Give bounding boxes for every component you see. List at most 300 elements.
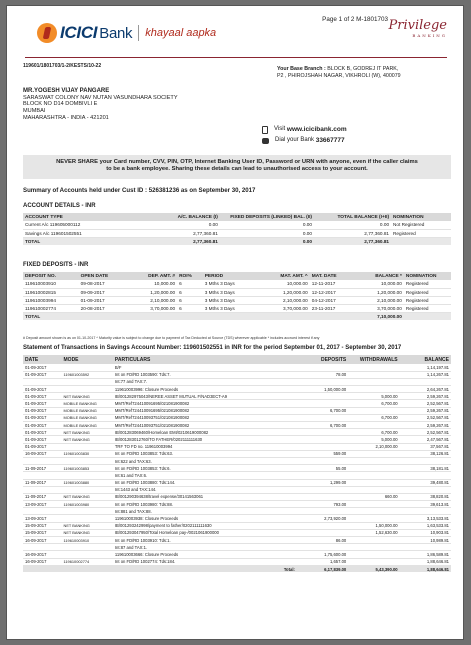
base-branch-line2: P2 , PHIROJSHAH NAGAR, VIKHROLI (W), 400079 xyxy=(277,73,401,79)
cell: 11-09-2017 xyxy=(23,493,62,500)
cell: 2,77,360.81 xyxy=(143,229,220,237)
cell xyxy=(348,371,399,378)
cell: MMT/Ref724410093751/021081900082 xyxy=(113,422,297,429)
cell: 6 xyxy=(179,281,182,287)
dial-label: Dial your Bank xyxy=(275,137,315,143)
cell xyxy=(348,479,399,486)
cell xyxy=(23,457,62,464)
cell: 2,64,267.81 xyxy=(400,386,451,393)
cell: 2,10,000.00 xyxy=(353,296,404,304)
cell: NET BANKING xyxy=(62,522,113,529)
cell: 1,88,646.81 xyxy=(400,558,451,565)
cell: 6,700.00 xyxy=(297,407,348,414)
cell xyxy=(348,558,399,565)
cell xyxy=(62,508,113,515)
cell: 1,14,267.81 xyxy=(400,371,451,378)
cell: Registered xyxy=(404,288,451,296)
cell: Int on FD/RD 1003590: Tds:7. xyxy=(113,371,297,378)
cell: 55.00 xyxy=(297,465,348,472)
cell: 119601003592 xyxy=(62,371,113,378)
cell xyxy=(297,364,348,371)
transaction-row xyxy=(23,515,451,522)
transactions-table xyxy=(23,355,451,572)
cell: 119601003880 xyxy=(62,479,113,486)
warning-line-1: NEVER SHARE your Card number, CVV, PIN, OTP, Internet Banking User ID, Password or URN with anyone, even if the caller claims xyxy=(56,159,418,165)
cell xyxy=(404,312,451,320)
cell: 6,700.00 xyxy=(348,414,399,421)
cell xyxy=(348,378,399,385)
brand-tagline: khayaal aapka xyxy=(145,27,217,39)
cell xyxy=(348,515,399,522)
transaction-row xyxy=(23,371,451,378)
website-link[interactable]: www.icicibank.com xyxy=(286,126,347,133)
cell: 10,000.00 xyxy=(381,281,402,287)
contact-info xyxy=(262,124,347,146)
cell: 20-08-2017 xyxy=(79,304,126,312)
cell: 1,50,000.00 xyxy=(297,386,348,393)
fd-column-header: OPEN DATE xyxy=(79,272,126,280)
cell: 38,820.81 xyxy=(400,493,451,500)
cell xyxy=(23,508,62,515)
transaction-row xyxy=(23,429,451,436)
cell xyxy=(203,312,259,320)
cell: 01-09-2017 xyxy=(23,414,62,421)
phone-number: 33667777 xyxy=(315,137,345,144)
transaction-row xyxy=(23,436,451,443)
transaction-row xyxy=(23,529,451,536)
fd-column-header: NOMINATION xyxy=(404,272,451,280)
cell: 3,13,533.81 xyxy=(400,515,451,522)
cell: 2,77,360.81 xyxy=(314,229,391,237)
mobile-icon xyxy=(262,126,268,134)
transaction-row xyxy=(23,501,451,508)
cell: 1,50,000.00 xyxy=(348,522,399,529)
transaction-row xyxy=(23,522,451,529)
cell: 01-09-2017 xyxy=(23,407,62,414)
fixed-deposits-table xyxy=(23,272,451,320)
transaction-row xyxy=(23,407,451,414)
cell: 5,43,390.00 xyxy=(348,565,399,572)
base-branch xyxy=(277,66,447,80)
account-details-title: ACCOUNT DETAILS - INR xyxy=(23,203,96,209)
cell: NET BANKING xyxy=(62,493,113,500)
cell: Int:881 and TAX:88. xyxy=(113,508,297,515)
cell: 119610002815 xyxy=(23,288,79,296)
transaction-row xyxy=(23,544,451,551)
transaction-row xyxy=(23,393,451,400)
cell xyxy=(62,565,113,572)
cell: NET BANKING xyxy=(62,436,113,443)
total-row xyxy=(23,565,451,572)
transaction-row xyxy=(23,551,451,558)
cell: 2,47,567.81 xyxy=(400,436,451,443)
transaction-row xyxy=(23,486,451,493)
logo-divider xyxy=(138,25,139,41)
cell: 119601003830 xyxy=(62,450,113,457)
cell: 5,000.00 xyxy=(348,393,399,400)
cell xyxy=(62,386,113,393)
cell: Registered xyxy=(405,281,429,287)
privilege-title: Privilege xyxy=(388,18,447,33)
cell: MOBILE BANKING xyxy=(62,414,113,421)
cell xyxy=(348,450,399,457)
cell: B/F xyxy=(114,364,122,370)
cell: 23-11-2017 xyxy=(310,304,353,312)
cell: 10,000.00 xyxy=(286,281,308,287)
cell: 12-12-2017 xyxy=(310,288,353,296)
transaction-row xyxy=(23,443,451,450)
cell: 12-11-2017 xyxy=(311,281,336,287)
col-ac-balance: A/C. BALANCE (I) xyxy=(143,213,220,221)
cell xyxy=(23,472,62,479)
cell: 0.00 xyxy=(379,222,390,228)
cell: 2,10,000.00 xyxy=(126,296,177,304)
cell: 119610003910 xyxy=(62,537,113,544)
cell: 09-09-2017 xyxy=(79,288,126,296)
cell: 2,77,360.81 xyxy=(314,237,391,245)
cell: IB/001283012760/TO FATHER/0202111111630 xyxy=(113,436,297,443)
cell: 119610003666: Closure Proceeds xyxy=(113,551,297,558)
cell: 04-12-2017 xyxy=(310,296,353,304)
cell: 119610002774 xyxy=(23,304,79,312)
cell: Registered xyxy=(404,296,451,304)
fd-column-header: ROI% xyxy=(177,272,203,280)
cell: Int:61 and TAX:6. xyxy=(113,472,297,479)
cell: 119610003938: Closure Proceeds xyxy=(113,515,297,522)
cell xyxy=(62,544,113,551)
fixed-deposits-title: FIXED DEPOSITS - INR xyxy=(23,262,89,268)
transaction-row xyxy=(23,457,451,464)
cell: 7,10,000.00 xyxy=(353,312,404,320)
table-row xyxy=(23,296,451,304)
cell: Int on FD/RD 1002774: Tds:184. xyxy=(113,558,297,565)
cell: 16-09-2017 xyxy=(23,537,62,544)
cell: 10,903.81 xyxy=(400,529,451,536)
cell xyxy=(348,486,399,493)
statement-column-header: BALANCE xyxy=(400,355,451,364)
icici-bank-logo xyxy=(37,22,216,44)
cell xyxy=(62,472,113,479)
transaction-row xyxy=(23,414,451,421)
cell: 01-09-2017 xyxy=(23,400,62,407)
cell: 2,10,000.00 xyxy=(258,296,309,304)
table-row xyxy=(23,288,451,296)
cell: MOBILE BANKING xyxy=(62,422,113,429)
col-nomination: NOMINATION xyxy=(391,213,451,221)
base-branch-line1: BLOCK B, GODREJ IT PARK, xyxy=(327,66,399,72)
statement-column-header: DEPOSITS xyxy=(297,355,348,364)
statement-column-header: DATE xyxy=(23,355,62,364)
cell xyxy=(310,312,353,320)
cell: 1,299.00 xyxy=(297,479,348,486)
cell: MOBILE BANKING xyxy=(62,407,113,414)
cell xyxy=(23,544,62,551)
cell: Not Registered xyxy=(393,222,425,228)
transaction-row xyxy=(23,493,451,500)
cell xyxy=(62,443,113,450)
cell xyxy=(62,551,113,558)
cell xyxy=(400,508,451,515)
cell xyxy=(62,364,113,371)
page-number: Page 1 of 2 M-1801703 xyxy=(322,16,388,23)
cell xyxy=(348,386,399,393)
cell xyxy=(297,436,348,443)
cell: IB/001290394638/travel expense/30141563061 xyxy=(113,493,297,500)
cell: 3 Mths 3 Days xyxy=(203,288,259,296)
cell xyxy=(297,522,348,529)
customer-address xyxy=(23,88,178,122)
cell xyxy=(348,544,399,551)
cell xyxy=(297,472,348,479)
cell: Int:87 and TAX:1. xyxy=(113,544,297,551)
cell: 2,10,000.00 xyxy=(348,443,399,450)
cell: 3 Mths 3 Days xyxy=(203,304,259,312)
cell xyxy=(400,472,451,479)
statement-column-header: WITHDRAWALS xyxy=(348,355,399,364)
fd-column-header: DEPOSIT NO. xyxy=(23,272,79,280)
warning-line-2: to be a bank employee. Sharing these details can lead to unauthorised access to your account. xyxy=(106,166,368,172)
privilege-subtitle: BANKING xyxy=(412,33,447,38)
table-row xyxy=(23,221,451,229)
cell: 3,70,000.00 xyxy=(258,304,309,312)
cell: 1,63,533.81 xyxy=(400,522,451,529)
cell: 119601003980 xyxy=(62,501,113,508)
cell: 01-09-2017 xyxy=(23,436,62,443)
cell xyxy=(297,429,348,436)
cell xyxy=(297,529,348,536)
cell: 01-09-2017 xyxy=(79,296,126,304)
cell: 1,52,630.00 xyxy=(348,529,399,536)
cell xyxy=(297,400,348,407)
cell: Total: xyxy=(113,565,297,572)
cell xyxy=(258,312,309,320)
cell xyxy=(297,443,348,450)
cell: Int:1443 and TAX:144. xyxy=(113,486,297,493)
address-line-3: MUMBAI xyxy=(23,108,46,115)
cell: 1,14,197.81 xyxy=(426,364,449,370)
cell: 11-09-2017 xyxy=(23,479,62,486)
cell: MMT/Ref724410093751/021081900082 xyxy=(113,414,297,421)
cell: 3 Mths 3 Days xyxy=(204,281,235,287)
table-row xyxy=(23,304,451,312)
cell: 5,000.00 xyxy=(348,436,399,443)
cell: 119610003996: Closure Proceeds xyxy=(113,386,297,393)
cell xyxy=(348,508,399,515)
cell xyxy=(297,544,348,551)
transaction-row xyxy=(23,558,451,565)
security-warning xyxy=(23,155,451,179)
cell: 2,59,267.81 xyxy=(400,393,451,400)
cell xyxy=(79,312,126,320)
cell: 0.00 xyxy=(302,222,313,228)
transaction-row xyxy=(23,378,451,385)
cell: 6 xyxy=(177,304,203,312)
privilege-logo xyxy=(389,18,448,38)
cell: 16-09-2017 xyxy=(23,558,62,565)
col-account-type: ACCOUNT TYPE xyxy=(23,213,143,221)
cell: 01-09-2017 xyxy=(23,443,62,450)
header-divider xyxy=(25,57,447,58)
cell: MMT/Ref724410091695/021081900082 xyxy=(113,400,297,407)
cell: 0.00 xyxy=(220,237,314,245)
fd-column-header: MAT. AMT. ^ xyxy=(258,272,309,280)
cell: Current A/c 119605000112 xyxy=(25,222,81,228)
cell xyxy=(400,457,451,464)
cell: Int on FD/RD 1003910: Tds:1. xyxy=(113,537,297,544)
cell: Registered xyxy=(404,304,451,312)
cell: NET BANKING xyxy=(62,529,113,536)
cell: 2,77,360.81 xyxy=(143,237,220,245)
cell: Int:622 and TAX:63. xyxy=(113,457,297,464)
total-row xyxy=(23,312,451,320)
brand-name: ICICI xyxy=(60,23,98,42)
cell: 1,88,646.81 xyxy=(400,565,451,572)
cell xyxy=(400,544,451,551)
cell: IB/001283069460/Homeloan EMI/0210619000082 xyxy=(113,429,297,436)
cell: 6,17,839.00 xyxy=(297,565,348,572)
cell xyxy=(348,537,399,544)
cell: 01-09-2017 xyxy=(23,422,62,429)
cell xyxy=(348,364,399,371)
cell: 13-09-2017 xyxy=(23,501,62,508)
cell: 1,20,000.00 xyxy=(353,288,404,296)
cell xyxy=(348,422,399,429)
cell: 09-08-2017 xyxy=(80,281,105,287)
cell: 2,52,567.81 xyxy=(400,414,451,421)
cell xyxy=(62,515,113,522)
transaction-row xyxy=(23,465,451,472)
transaction-row xyxy=(23,450,451,457)
cell xyxy=(348,407,399,414)
cell xyxy=(297,393,348,400)
icici-logo-icon xyxy=(37,23,57,43)
cell xyxy=(348,472,399,479)
summary-title: Summary of Accounts held under Cust ID : 526381236 as on September 30, 2017 xyxy=(23,187,256,194)
website-line xyxy=(262,124,347,135)
cell: 1,657.00 xyxy=(297,558,348,565)
cell: 2,59,267.81 xyxy=(400,407,451,414)
cell: 660.00 xyxy=(348,493,399,500)
cell xyxy=(348,501,399,508)
cell: 01-09-2017 xyxy=(23,386,62,393)
cell: 119610002774 xyxy=(62,558,113,565)
cell: 119601003853 xyxy=(62,465,113,472)
address-line-2: BLOCK NO D14 DOMBIVLI E xyxy=(23,101,98,108)
cell: 16-09-2017 xyxy=(23,450,62,457)
cell: 0.00 xyxy=(208,222,218,228)
cell xyxy=(297,457,348,464)
cell: 119610003910 xyxy=(25,281,56,287)
cell: IB/001293047950/Total Homeloan pay-/0021061900000 xyxy=(113,529,297,536)
col-total-balance: TOTAL BALANCE (I+II) xyxy=(314,213,391,221)
cell: 793.00 xyxy=(297,501,348,508)
cell: 6 xyxy=(177,288,203,296)
cell xyxy=(62,486,113,493)
cell xyxy=(23,486,62,493)
reference-number: 119601/1801703/1-2/KESTS/10-22 xyxy=(23,63,102,69)
cell xyxy=(62,378,113,385)
cell: MMT/Ref724410091695/021081900082 xyxy=(113,407,297,414)
cell: 01-09-2017 xyxy=(23,429,62,436)
cell xyxy=(297,414,348,421)
cell: Int on FD/RD 1003853: Tds:63. xyxy=(113,450,297,457)
transaction-row xyxy=(23,472,451,479)
cell: 6,700.00 xyxy=(348,429,399,436)
transaction-row xyxy=(23,386,451,393)
cell xyxy=(348,551,399,558)
address-line-1: SARASWAT COLONY NAV NUTAN VASUNDHARA SOCIETY xyxy=(23,94,178,101)
transaction-row xyxy=(23,422,451,429)
brand-name-bank: Bank xyxy=(99,24,133,42)
fd-footnote: # Deposit amount shown is as on 01-10-2017 ^ Maturity value is subject to change due to payment of Tax Deducted at Source (TDS) wherever applicable * includes accrued interest if any xyxy=(23,336,320,340)
cell xyxy=(391,237,451,245)
customer-name: MR.YOGESH VIJAY PANGARE xyxy=(23,88,110,94)
cell: 11-09-2017 xyxy=(23,465,62,472)
statement-page xyxy=(6,5,464,640)
cell xyxy=(348,465,399,472)
table-row xyxy=(23,229,451,237)
cell: 1,20,000.00 xyxy=(126,288,177,296)
cell: 1,86,589.81 xyxy=(400,551,451,558)
cell: 6,700.00 xyxy=(297,422,348,429)
cell: Int:77 and TAX:7. xyxy=(113,378,297,385)
transaction-row xyxy=(23,508,451,515)
fd-column-header: DEP. AMT. # xyxy=(126,272,177,280)
cell: 38,181.81 xyxy=(400,465,451,472)
address-line-4: MAHARASHTRA - INDIA - 421201 xyxy=(23,114,109,121)
cell: TOTAL xyxy=(23,312,79,320)
cell: IB/001293242998/payment to father/0202111111630 xyxy=(113,522,297,529)
cell: 37,567.81 xyxy=(400,443,451,450)
cell: Savings A/c 119601502551 xyxy=(23,229,143,237)
cell: Int on FD/RD 1003980: Tds:88. xyxy=(113,501,297,508)
table-row xyxy=(23,280,451,288)
fd-column-header: BALANCE * xyxy=(353,272,404,280)
cell: 3,70,000.00 xyxy=(353,304,404,312)
cell: IB/001282975043/NEREE ASSET MUTUAL F/NAD3ECT-A9 xyxy=(113,393,297,400)
transaction-row xyxy=(23,537,451,544)
cell: NET BANKING xyxy=(62,429,113,436)
account-details-table xyxy=(23,213,451,245)
cell: Int on FD/RD 1003853: Tds:6. xyxy=(113,465,297,472)
cell: 3,70,000.00 xyxy=(126,304,177,312)
cell: 01-09-2017 xyxy=(23,393,62,400)
cell: 39,613.81 xyxy=(400,501,451,508)
cell: 119610003994 xyxy=(23,296,79,304)
cell: 559.00 xyxy=(297,450,348,457)
cell: 2,52,567.81 xyxy=(400,400,451,407)
base-branch-label: Your Base Branch : xyxy=(277,66,326,72)
cell: NET BANKING xyxy=(62,393,113,400)
cell xyxy=(348,457,399,464)
cell xyxy=(23,565,62,572)
cell: 15-09-2017 xyxy=(23,529,62,536)
cell: 01-09-2017 xyxy=(23,371,62,378)
cell: 2,52,567.81 xyxy=(400,429,451,436)
cell: 0.00 xyxy=(220,229,314,237)
cell: 16-09-2017 xyxy=(23,551,62,558)
fd-column-header: PERIOD xyxy=(203,272,259,280)
cell: 1,20,000.00 xyxy=(258,288,309,296)
col-fd-balance: FIXED DEPOSITS (LINKED) BAL. (II) xyxy=(220,213,314,221)
statement-title: Statement of Transactions in Savings Account Number: 119601502551 in INR for the period September 01, 2017 - September 30, 2017 xyxy=(23,345,402,351)
cell: 01-09-2017 xyxy=(25,364,47,370)
cell: 2,59,267.81 xyxy=(400,422,451,429)
cell: TOTAL xyxy=(23,237,143,245)
transaction-row xyxy=(23,364,451,371)
statement-column-header: PARTICULARS xyxy=(113,355,297,364)
cell xyxy=(126,312,177,320)
